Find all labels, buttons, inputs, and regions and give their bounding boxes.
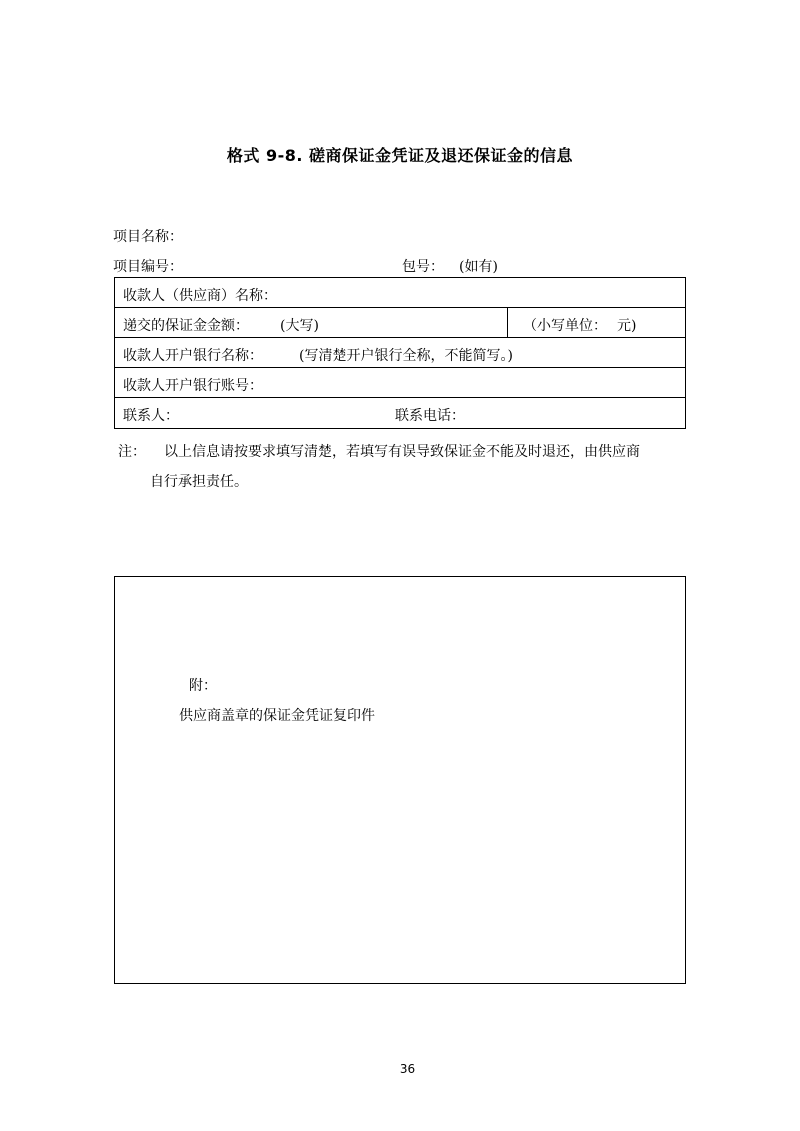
amount-small-label: （小写单位： xyxy=(523,318,607,334)
attachment-label: 附： xyxy=(189,678,217,694)
project-name-label: 项目名称： xyxy=(113,229,183,245)
contact-label: 联系人： xyxy=(123,408,179,424)
payee-label: 收款人（供应商）名称： xyxy=(123,288,277,304)
note xyxy=(118,437,708,497)
package-hint: (如有) xyxy=(459,259,498,275)
table-row-amount xyxy=(115,308,685,338)
table-row-bank-account xyxy=(115,368,685,398)
attachment-text: 供应商盖章的保证金凭证复印件 xyxy=(179,708,375,724)
table-row-payee xyxy=(115,278,685,308)
page-number: 36 xyxy=(399,1062,416,1076)
page-title: 格式 9-8. 磋商保证金凭证及退还保证金的信息 xyxy=(226,146,574,165)
amount-capital-hint: (大写) xyxy=(280,318,319,334)
bank-account-label: 收款人开户银行账号： xyxy=(123,378,263,394)
attachment-box xyxy=(114,576,686,984)
bank-name-label: 收款人开户银行名称： xyxy=(123,348,263,364)
note-text-line1: 以上信息请按要求填写清楚，若填写有误导致保证金不能及时退还，由供应商 xyxy=(164,444,640,460)
table-row-contact xyxy=(115,398,685,428)
amount-label: 递交的保证金金额： xyxy=(123,318,249,334)
note-label: 注： xyxy=(118,444,146,460)
column-divider xyxy=(507,308,508,337)
bank-name-hint: (写清楚开户银行全称，不能简写。) xyxy=(299,348,513,364)
project-number-label: 项目编号： xyxy=(113,259,183,275)
amount-small-unit: 元) xyxy=(617,318,637,334)
note-text-line2: 自行承担责任。 xyxy=(150,474,248,490)
phone-label: 联系电话： xyxy=(395,408,465,424)
package-label: 包号： xyxy=(402,259,444,275)
table-row-bank-name xyxy=(115,338,685,368)
refund-info-table xyxy=(114,277,686,429)
